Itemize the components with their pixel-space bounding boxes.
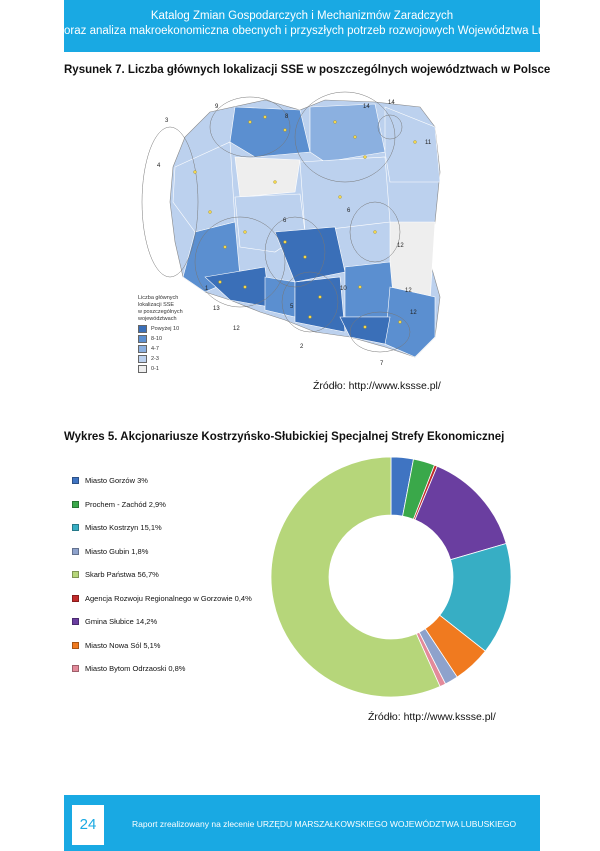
- legend-color-swatch: [72, 665, 79, 672]
- zone-number-label: 12: [405, 288, 412, 294]
- legend-swatch: [138, 335, 147, 343]
- legend-swatch: [138, 355, 147, 363]
- chart-title: Wykres 5. Akcjonariusze Kostrzyńsko-Słubickiej Specjalnej Strefy Ekonomicznej: [64, 431, 505, 443]
- legend-swatch: [138, 365, 147, 373]
- page-header: [64, 0, 591, 52]
- zone-number-label: 4: [157, 163, 161, 169]
- zone-number-label: 14: [363, 104, 370, 110]
- header-line-1: Katalog Zmian Gospodarczych i Mechanizmów Zaradczych: [150, 10, 454, 22]
- zone-number-label: 5: [290, 304, 294, 310]
- sse-map: [135, 82, 455, 382]
- chart-legend-label: Agencja Rozwoju Regionalnego w Gorzowie 0,4%: [85, 593, 252, 603]
- chart-legend-label: Miasto Bytom Odrzaoski 0,8%: [85, 664, 186, 673]
- legend-color-swatch: [72, 571, 79, 578]
- map-legend-item: [138, 335, 183, 343]
- chart-legend-item: [72, 594, 252, 603]
- zone-number-label: 3: [165, 118, 169, 124]
- chart-legend-item: [72, 500, 166, 509]
- zone-number-label: 6: [347, 208, 351, 214]
- zone-number-label: 14: [388, 100, 395, 106]
- legend-color-swatch: [72, 501, 79, 508]
- legend-swatch: [138, 345, 147, 353]
- legend-swatch: [138, 325, 147, 333]
- map-legend-item: [138, 365, 183, 373]
- legend-color-swatch: [72, 524, 79, 531]
- zone-number-label: 12: [233, 326, 240, 332]
- chart-legend-item: [72, 664, 185, 673]
- chart-legend-label: Prochem - Zachód 2,9%: [85, 499, 166, 509]
- chart-legend-item: [72, 617, 157, 626]
- zone-number-label: 13: [213, 306, 220, 312]
- chart-legend-label: Miasto Gubin 1,8%: [85, 546, 149, 556]
- zone-number-label: 6: [283, 218, 287, 224]
- footer-text: Raport zrealizowany na zlecenie URZĘDU MARSZAŁKOWSKIEGO WOJEWÓDZTWA LUBUSKIEGO: [132, 819, 517, 829]
- zone-number-label: 11: [425, 140, 432, 146]
- zone-number-label: 9: [215, 104, 219, 110]
- map-legend-title-3: w poszczególnych: [138, 309, 183, 315]
- zone-number-labels: [135, 82, 455, 382]
- map-legend-title-2: lokalizacji SSE: [138, 302, 175, 308]
- chart-legend-item: [72, 570, 159, 579]
- zone-number-label: 12: [410, 310, 417, 316]
- map-legend-item: [138, 355, 183, 363]
- legend-color-swatch: [72, 477, 79, 484]
- chart-legend-label: Gmina Słubice 14,2%: [85, 617, 158, 626]
- zone-number-label: 2: [300, 344, 304, 350]
- map-legend-label: 0-1: [151, 365, 159, 372]
- map-legend-label: 4-7: [151, 345, 159, 352]
- header-line-2: oraz analiza makroekonomiczna obecnych i przyszłych potrzeb rozwojowych Województwa Lubuskiego: [64, 25, 591, 37]
- map-legend-title-1: Liczba głównych: [138, 295, 179, 301]
- chart-legend-label: Miasto Kostrzyn 15,1%: [85, 523, 162, 532]
- map-legend-item: [138, 325, 183, 333]
- chart-legend-item: [72, 523, 162, 532]
- figure-title: Rysunek 7. Liczba głównych lokalizacji SSE w poszczególnych województwach w Polsce: [64, 64, 551, 76]
- chart-legend-item: [72, 476, 148, 485]
- map-legend-label: 2-3: [151, 355, 159, 362]
- figure-source: Źródło: http://www.kssse.pl/: [313, 380, 441, 392]
- page-number: 24: [72, 805, 104, 845]
- legend-color-swatch: [72, 618, 79, 625]
- chart-legend-label: Miasto Nowa Sól 5,1%: [85, 640, 161, 650]
- map-legend-label: 8-10: [151, 335, 163, 342]
- legend-color-swatch: [72, 595, 79, 602]
- legend-color-swatch: [72, 642, 79, 649]
- chart-legend-label: Skarb Państwa 56,7%: [85, 570, 159, 579]
- chart-legend-item: [72, 641, 160, 650]
- zone-number-label: 1: [205, 286, 209, 292]
- donut-chart: [268, 454, 514, 700]
- map-legend-label: Powyżej 10: [151, 325, 180, 332]
- chart-source: Źródło: http://www.kssse.pl/: [368, 711, 496, 723]
- zone-number-label: 12: [397, 243, 404, 249]
- map-legend: [138, 295, 183, 373]
- legend-color-swatch: [72, 548, 79, 555]
- map-legend-title-4: województwach: [138, 316, 177, 322]
- chart-legend-label: Miasto Gorzów 3%: [85, 476, 148, 485]
- page-footer: [64, 795, 540, 851]
- zone-number-label: 7: [380, 361, 384, 367]
- zone-number-label: 10: [340, 286, 347, 292]
- zone-number-label: 8: [285, 114, 289, 120]
- chart-legend-item: [72, 547, 148, 556]
- map-legend-item: [138, 345, 183, 353]
